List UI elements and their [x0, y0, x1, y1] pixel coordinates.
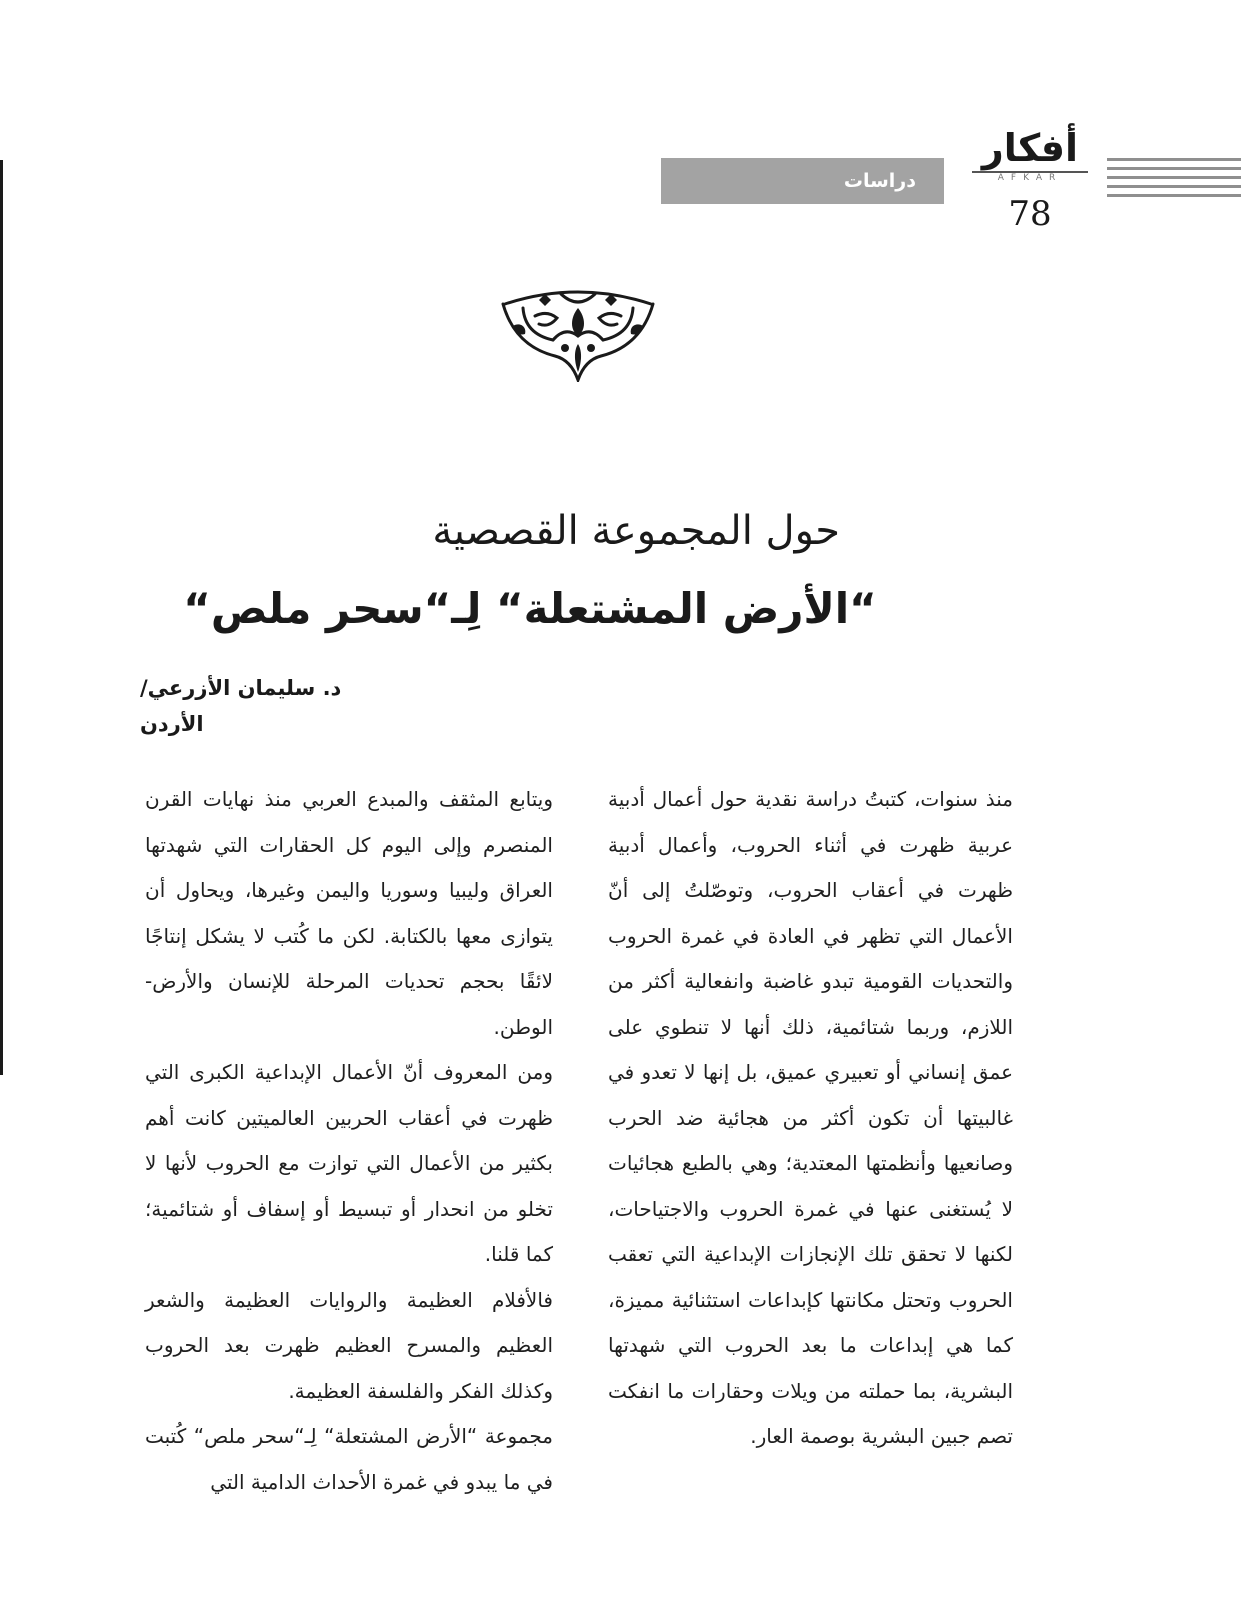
header-stripes: [1107, 158, 1241, 204]
paragraph: فالأفلام العظيمة والروايات العظيمة والشعر العظيم والمسرح العظيم ظهرت بعد الحروب وكذلك الفكر والفلسفة العظيمة.: [145, 1287, 553, 1403]
article-author: د. سليمان الأزرعي/ الأردن: [140, 676, 342, 736]
margin-rule: [0, 160, 3, 1075]
logo-arabic-text: أفكار: [981, 126, 1079, 170]
magazine-logo: [972, 126, 1088, 188]
floral-ornament-icon: [495, 286, 661, 382]
body-column-right: [608, 777, 1013, 1460]
page-number: 78: [1008, 194, 1052, 234]
section-label: دراسات: [843, 170, 916, 192]
body-column-left: [145, 777, 553, 1505]
article-subtitle: “الأرض المشتعلة“ لِـ“سحر ملص“: [183, 584, 877, 633]
paragraph: مجموعة “الأرض المشتعلة“ لِـ“سحر ملص“ كُتبت في ما يبدو في غمرة الأحداث الدامية التي: [145, 1424, 553, 1494]
article-title: حول المجموعة القصصية: [432, 508, 840, 554]
section-band: [661, 158, 944, 204]
paragraph: ويتابع المثقف والمبدع العربي منذ نهايات القرن المنصرم وإلى اليوم كل الحقارات التي شهدتها العراق وليبيا وسوريا واليمن وغيرها، ويحاول أن يتوازى معها بالكتابة. لكن ما كُتب لا يشكل إنتاجًا لائقًا بحجم تحديات المرحلة للإنسان والأرض-الوطن.: [145, 787, 553, 1039]
paragraph: ومن المعروف أنّ الأعمال الإبداعية الكبرى التي ظهرت في أعقاب الحربين العالميتين كانت أهم بكثير من الأعمال التي توازت مع الحروب لأنها لا تخلو من انحدار أو تبسيط أو إسفاف أو شتائمية؛ كما قلنا.: [145, 1060, 553, 1266]
logo-latin-text: AFKAR: [997, 173, 1063, 183]
paragraph: منذ سنوات، كتبتُ دراسة نقدية حول أعمال أدبية عربية ظهرت في أثناء الحروب، وأعمال أدبية ظهرت في أعقاب الحروب، وتوصّلتُ إلى أنّ الأعمال التي تظهر في العادة في غمرة الحروب والتحديات القومية تبدو غاضبة وانفعالية أكثر من اللازم، وربما شتائمية، ذلك أنها لا تنطوي على عمق إنساني أو تعبيري عميق، بل إنها لا تعدو في غالبيتها أن تكون أكثر من هجائية ضد الحرب وصانعيها وأنظمتها المعتدية؛ وهي بالطبع هجائيات لا يُستغنى عنها في غمرة الحروب والاجتياحات، لكنها لا تحقق تلك الإنجازات الإبداعية التي تعقب الحروب وتحتل مكانتها كإبداعات استثنائية مميزة، كما هي إبداعات ما بعد الحروب التي شهدتها البشرية، بما حملته من ويلات وحقارات ما انفكت تصم جبين البشرية بوصمة العار.: [608, 787, 1013, 1448]
